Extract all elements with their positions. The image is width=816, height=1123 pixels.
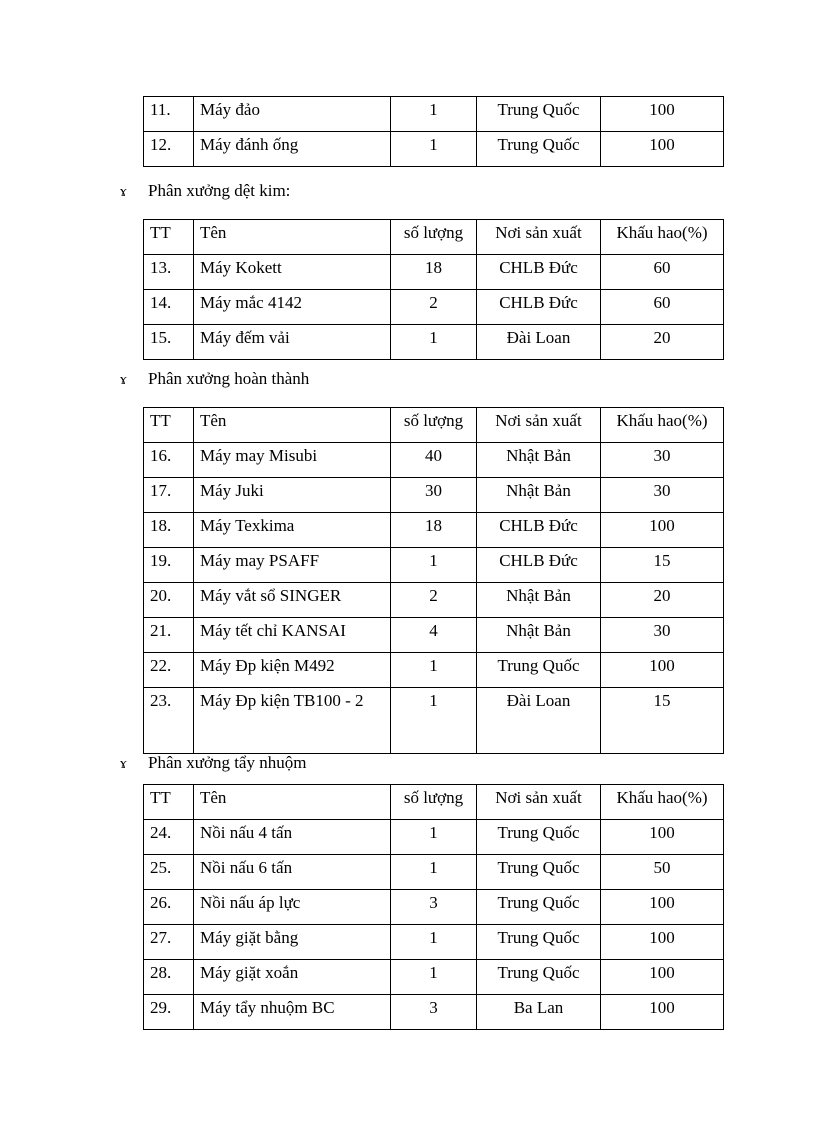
machine-name: Máy mắc 4142 bbox=[194, 290, 391, 325]
row-number: 29. bbox=[144, 995, 194, 1030]
header-quantity: số lượng bbox=[391, 408, 477, 443]
header-origin: Nơi sản xuất bbox=[477, 785, 601, 820]
table-row bbox=[144, 583, 724, 618]
section-heading-finishing bbox=[120, 368, 309, 390]
table-row bbox=[144, 513, 724, 548]
origin: Trung Quốc bbox=[477, 653, 601, 688]
row-number: 24. bbox=[144, 820, 194, 855]
depreciation: 30 bbox=[601, 478, 724, 513]
row-number: 23. bbox=[144, 688, 194, 754]
machine-name: Máy Đp kiện M492 bbox=[194, 653, 391, 688]
header-quantity: số lượng bbox=[391, 220, 477, 255]
origin: Nhật Bản bbox=[477, 583, 601, 618]
quantity: 3 bbox=[391, 995, 477, 1030]
origin: CHLB Đức bbox=[477, 513, 601, 548]
machine-name: Máy tẩy nhuộm BC bbox=[194, 995, 391, 1030]
quantity: 1 bbox=[391, 548, 477, 583]
header-quantity: số lượng bbox=[391, 785, 477, 820]
row-number: 27. bbox=[144, 925, 194, 960]
table-row bbox=[144, 618, 724, 653]
machine-name: Nồi nấu áp lực bbox=[194, 890, 391, 925]
table-row bbox=[144, 443, 724, 478]
origin: Trung Quốc bbox=[477, 132, 601, 167]
depreciation: 100 bbox=[601, 925, 724, 960]
row-number: 16. bbox=[144, 443, 194, 478]
table-row bbox=[144, 325, 724, 360]
machine-name: Máy Juki bbox=[194, 478, 391, 513]
depreciation: 60 bbox=[601, 255, 724, 290]
row-number: 26. bbox=[144, 890, 194, 925]
header-origin: Nơi sản xuất bbox=[477, 408, 601, 443]
table-row bbox=[144, 255, 724, 290]
row-number: 13. bbox=[144, 255, 194, 290]
quantity: 1 bbox=[391, 132, 477, 167]
machine-name: Máy đảo bbox=[194, 97, 391, 132]
depreciation: 20 bbox=[601, 325, 724, 360]
row-number: 28. bbox=[144, 960, 194, 995]
quantity: 30 bbox=[391, 478, 477, 513]
row-number: 21. bbox=[144, 618, 194, 653]
machine-name: Máy vắt sổ SINGER bbox=[194, 583, 391, 618]
knitting-equipment-table bbox=[143, 219, 724, 360]
quantity: 3 bbox=[391, 890, 477, 925]
origin: CHLB Đức bbox=[477, 290, 601, 325]
table-row bbox=[144, 890, 724, 925]
header-tt: TT bbox=[144, 785, 194, 820]
machine-name: Máy may Misubi bbox=[194, 443, 391, 478]
table-row bbox=[144, 960, 724, 995]
origin: Nhật Bản bbox=[477, 618, 601, 653]
depreciation: 20 bbox=[601, 583, 724, 618]
machine-name: Máy đếm vải bbox=[194, 325, 391, 360]
header-name: Tên bbox=[194, 408, 391, 443]
row-number: 11. bbox=[144, 97, 194, 132]
quantity: 1 bbox=[391, 688, 477, 754]
quantity: 1 bbox=[391, 653, 477, 688]
origin: CHLB Đức bbox=[477, 255, 601, 290]
quantity: 1 bbox=[391, 925, 477, 960]
table-row bbox=[144, 925, 724, 960]
bullet-icon: ɤ bbox=[120, 184, 127, 200]
header-depreciation: Khấu hao(%) bbox=[601, 220, 724, 255]
row-number: 15. bbox=[144, 325, 194, 360]
section-heading-dyeing bbox=[120, 752, 306, 774]
origin: Nhật Bản bbox=[477, 478, 601, 513]
origin: Trung Quốc bbox=[477, 855, 601, 890]
depreciation: 100 bbox=[601, 960, 724, 995]
table-header-row bbox=[144, 785, 724, 820]
table-row bbox=[144, 97, 724, 132]
machine-name: Máy Đp kiện TB100 - 2 bbox=[194, 688, 391, 754]
quantity: 1 bbox=[391, 97, 477, 132]
table-row bbox=[144, 478, 724, 513]
header-tt: TT bbox=[144, 408, 194, 443]
row-number: 19. bbox=[144, 548, 194, 583]
table-row bbox=[144, 290, 724, 325]
quantity: 1 bbox=[391, 820, 477, 855]
quantity: 40 bbox=[391, 443, 477, 478]
machine-name: Máy Texkima bbox=[194, 513, 391, 548]
quantity: 18 bbox=[391, 513, 477, 548]
table-row bbox=[144, 653, 724, 688]
depreciation: 30 bbox=[601, 443, 724, 478]
finishing-equipment-table bbox=[143, 407, 724, 754]
quantity: 1 bbox=[391, 960, 477, 995]
table-row bbox=[144, 855, 724, 890]
section-heading-text: Phân xưởng tẩy nhuộm bbox=[148, 753, 307, 772]
bullet-icon: ɤ bbox=[120, 756, 127, 772]
section-heading-knitting bbox=[120, 180, 290, 202]
origin: Trung Quốc bbox=[477, 820, 601, 855]
machine-name: Máy tết chỉ KANSAI bbox=[194, 618, 391, 653]
machine-name: Máy đánh ống bbox=[194, 132, 391, 167]
machine-name: Nồi nấu 4 tấn bbox=[194, 820, 391, 855]
table-header-row bbox=[144, 220, 724, 255]
depreciation: 100 bbox=[601, 513, 724, 548]
row-number: 17. bbox=[144, 478, 194, 513]
quantity: 4 bbox=[391, 618, 477, 653]
row-number: 20. bbox=[144, 583, 194, 618]
header-tt: TT bbox=[144, 220, 194, 255]
row-number: 14. bbox=[144, 290, 194, 325]
depreciation: 100 bbox=[601, 820, 724, 855]
quantity: 1 bbox=[391, 855, 477, 890]
machine-name: Máy Kokett bbox=[194, 255, 391, 290]
depreciation: 100 bbox=[601, 995, 724, 1030]
origin: CHLB Đức bbox=[477, 548, 601, 583]
origin: Đài Loan bbox=[477, 325, 601, 360]
row-number: 25. bbox=[144, 855, 194, 890]
row-number: 12. bbox=[144, 132, 194, 167]
quantity: 18 bbox=[391, 255, 477, 290]
header-name: Tên bbox=[194, 220, 391, 255]
depreciation: 100 bbox=[601, 132, 724, 167]
quantity: 1 bbox=[391, 325, 477, 360]
depreciation: 50 bbox=[601, 855, 724, 890]
header-depreciation: Khấu hao(%) bbox=[601, 785, 724, 820]
depreciation: 15 bbox=[601, 688, 724, 754]
origin: Trung Quốc bbox=[477, 97, 601, 132]
table-header-row bbox=[144, 408, 724, 443]
quantity: 2 bbox=[391, 583, 477, 618]
header-depreciation: Khấu hao(%) bbox=[601, 408, 724, 443]
depreciation: 100 bbox=[601, 653, 724, 688]
depreciation: 30 bbox=[601, 618, 724, 653]
section-heading-text: Phân xưởng dệt kim: bbox=[148, 181, 291, 200]
section-heading-text: Phân xưởng hoàn thành bbox=[148, 369, 310, 388]
quantity: 2 bbox=[391, 290, 477, 325]
machine-name: Máy giặt bằng bbox=[194, 925, 391, 960]
row-number: 18. bbox=[144, 513, 194, 548]
origin: Đài Loan bbox=[477, 688, 601, 754]
origin: Trung Quốc bbox=[477, 890, 601, 925]
bullet-icon: ɤ bbox=[120, 372, 127, 388]
origin: Ba Lan bbox=[477, 995, 601, 1030]
depreciation: 100 bbox=[601, 97, 724, 132]
dyeing-equipment-table bbox=[143, 784, 724, 1030]
equipment-table-continued bbox=[143, 96, 724, 167]
origin: Trung Quốc bbox=[477, 925, 601, 960]
origin: Nhật Bản bbox=[477, 443, 601, 478]
table-row bbox=[144, 995, 724, 1030]
depreciation: 100 bbox=[601, 890, 724, 925]
table-row bbox=[144, 688, 724, 754]
machine-name: Máy may PSAFF bbox=[194, 548, 391, 583]
header-name: Tên bbox=[194, 785, 391, 820]
table-row bbox=[144, 820, 724, 855]
header-origin: Nơi sản xuất bbox=[477, 220, 601, 255]
table-row bbox=[144, 548, 724, 583]
machine-name: Máy giặt xoắn bbox=[194, 960, 391, 995]
table-row bbox=[144, 132, 724, 167]
depreciation: 60 bbox=[601, 290, 724, 325]
origin: Trung Quốc bbox=[477, 960, 601, 995]
depreciation: 15 bbox=[601, 548, 724, 583]
row-number: 22. bbox=[144, 653, 194, 688]
machine-name: Nồi nấu 6 tấn bbox=[194, 855, 391, 890]
